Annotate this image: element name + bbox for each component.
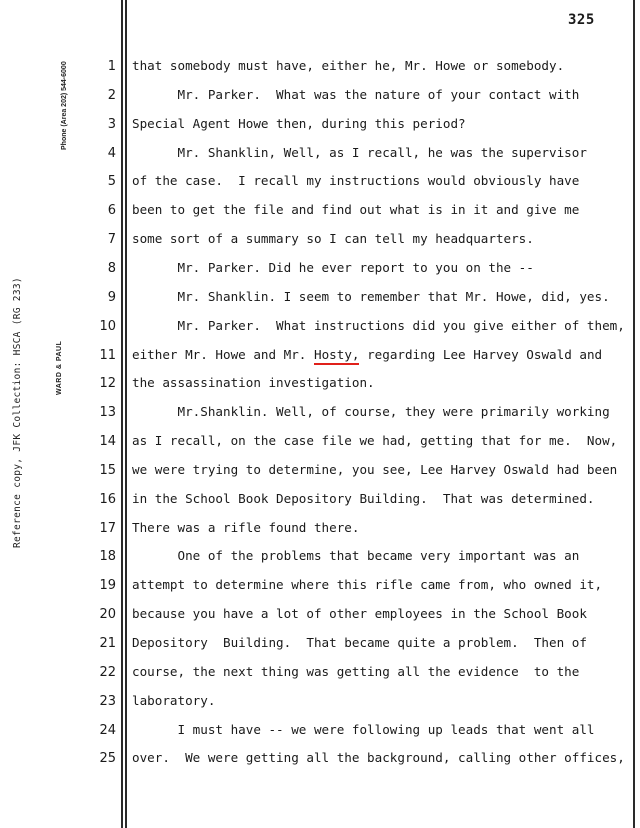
line-number: 12 [99,376,116,392]
page-number: 325 [568,12,595,28]
transcript-line: Mr. Parker. What was the nature of your contact with [132,86,580,102]
transcript-line: attempt to determine where this rifle came from, who owned it, [132,577,603,593]
transcript-line [132,347,632,362]
reporter-stamp: WARD & PAUL [56,340,63,395]
line-text-after: regarding Lee Harvey Oswald and [359,346,603,362]
line-number: 22 [99,664,116,680]
transcript-line: Mr.Shanklin. Well, of course, they were primarily working [132,404,610,420]
margin-rule-left-inner [125,0,127,828]
transcript-line: as I recall, on the case file we had, getting that for me. Now, [132,433,618,449]
line-number: 1 [107,59,116,74]
line-number: 5 [107,174,116,190]
transcript-line: course, the next thing was getting all the evidence to the [132,663,580,679]
line-number: 18 [99,549,116,565]
phone-stamp: Phone (Area 202) 544-6000 [61,61,68,150]
transcript-line: in the School Book Depository Building. That was determined. [132,490,595,506]
line-number: 16 [99,491,116,507]
transcript-line: There was a rifle found there. [132,519,360,535]
transcript-line: Mr. Shanklin, Well, as I recall, he was the supervisor [132,144,587,160]
line-number: 14 [99,434,116,450]
line-number: 11 [99,347,116,363]
line-number: 8 [107,260,116,276]
transcript-line: some sort of a summary so I can tell my headquarters. [132,231,534,247]
line-number: 15 [99,462,116,478]
transcript-line: I must have -- we were following up leads that went all [132,721,595,737]
line-number: 17 [99,520,116,536]
line-number: 13 [99,405,116,421]
transcript-line: over. We were getting all the background, calling other offices, [132,750,625,766]
transcript-line: Mr. Parker. Did he ever report to you on the -- [132,259,534,275]
transcript-line: Special Agent Howe then, during this period? [132,115,466,131]
line-number: 10 [99,318,116,334]
line-number: 23 [99,693,116,709]
line-number: 24 [99,722,116,738]
transcript-line: the assassination investigation. [132,375,375,391]
line-number: 7 [107,232,116,248]
transcript-line: One of the problems that became very important was an [132,548,580,564]
line-number: 3 [107,116,116,132]
line-number: 19 [99,578,116,594]
transcript-line: Mr. Shanklin. I seem to remember that Mr. Howe, did, yes. [132,288,610,304]
transcript-line: Depository Building. That became quite a problem. Then of [132,635,587,650]
line-number: 9 [107,289,116,305]
line-number: 2 [107,87,116,103]
transcript-line: we were trying to determine, you see, Lee Harvey Oswald had been [132,461,618,477]
line-number: 6 [107,203,116,219]
line-text-before: either Mr. Howe and Mr. [132,346,314,362]
transcript-line: laboratory. [132,692,216,708]
margin-rule-right [633,0,635,828]
line-number: 25 [99,751,116,767]
line-number: 4 [107,145,116,161]
transcript-line: because you have a lot of other employees in the School Book [132,606,587,622]
reference-stamp: Reference copy, JFK Collection: HSCA (RG 233) [12,277,23,548]
transcript-line: that somebody must have, either he, Mr. Howe or somebody. [132,58,565,73]
line-number: 21 [99,636,116,651]
margin-rule-left [121,0,123,828]
transcript-line: been to get the file and find out what is in it and give me [132,202,580,218]
transcript-line: Mr. Parker. What instructions did you give either of them, [132,317,625,333]
transcript-line: of the case. I recall my instructions would obviously have [132,173,580,189]
underlined-name: Hosty, [314,347,360,365]
line-number: 20 [99,607,116,623]
